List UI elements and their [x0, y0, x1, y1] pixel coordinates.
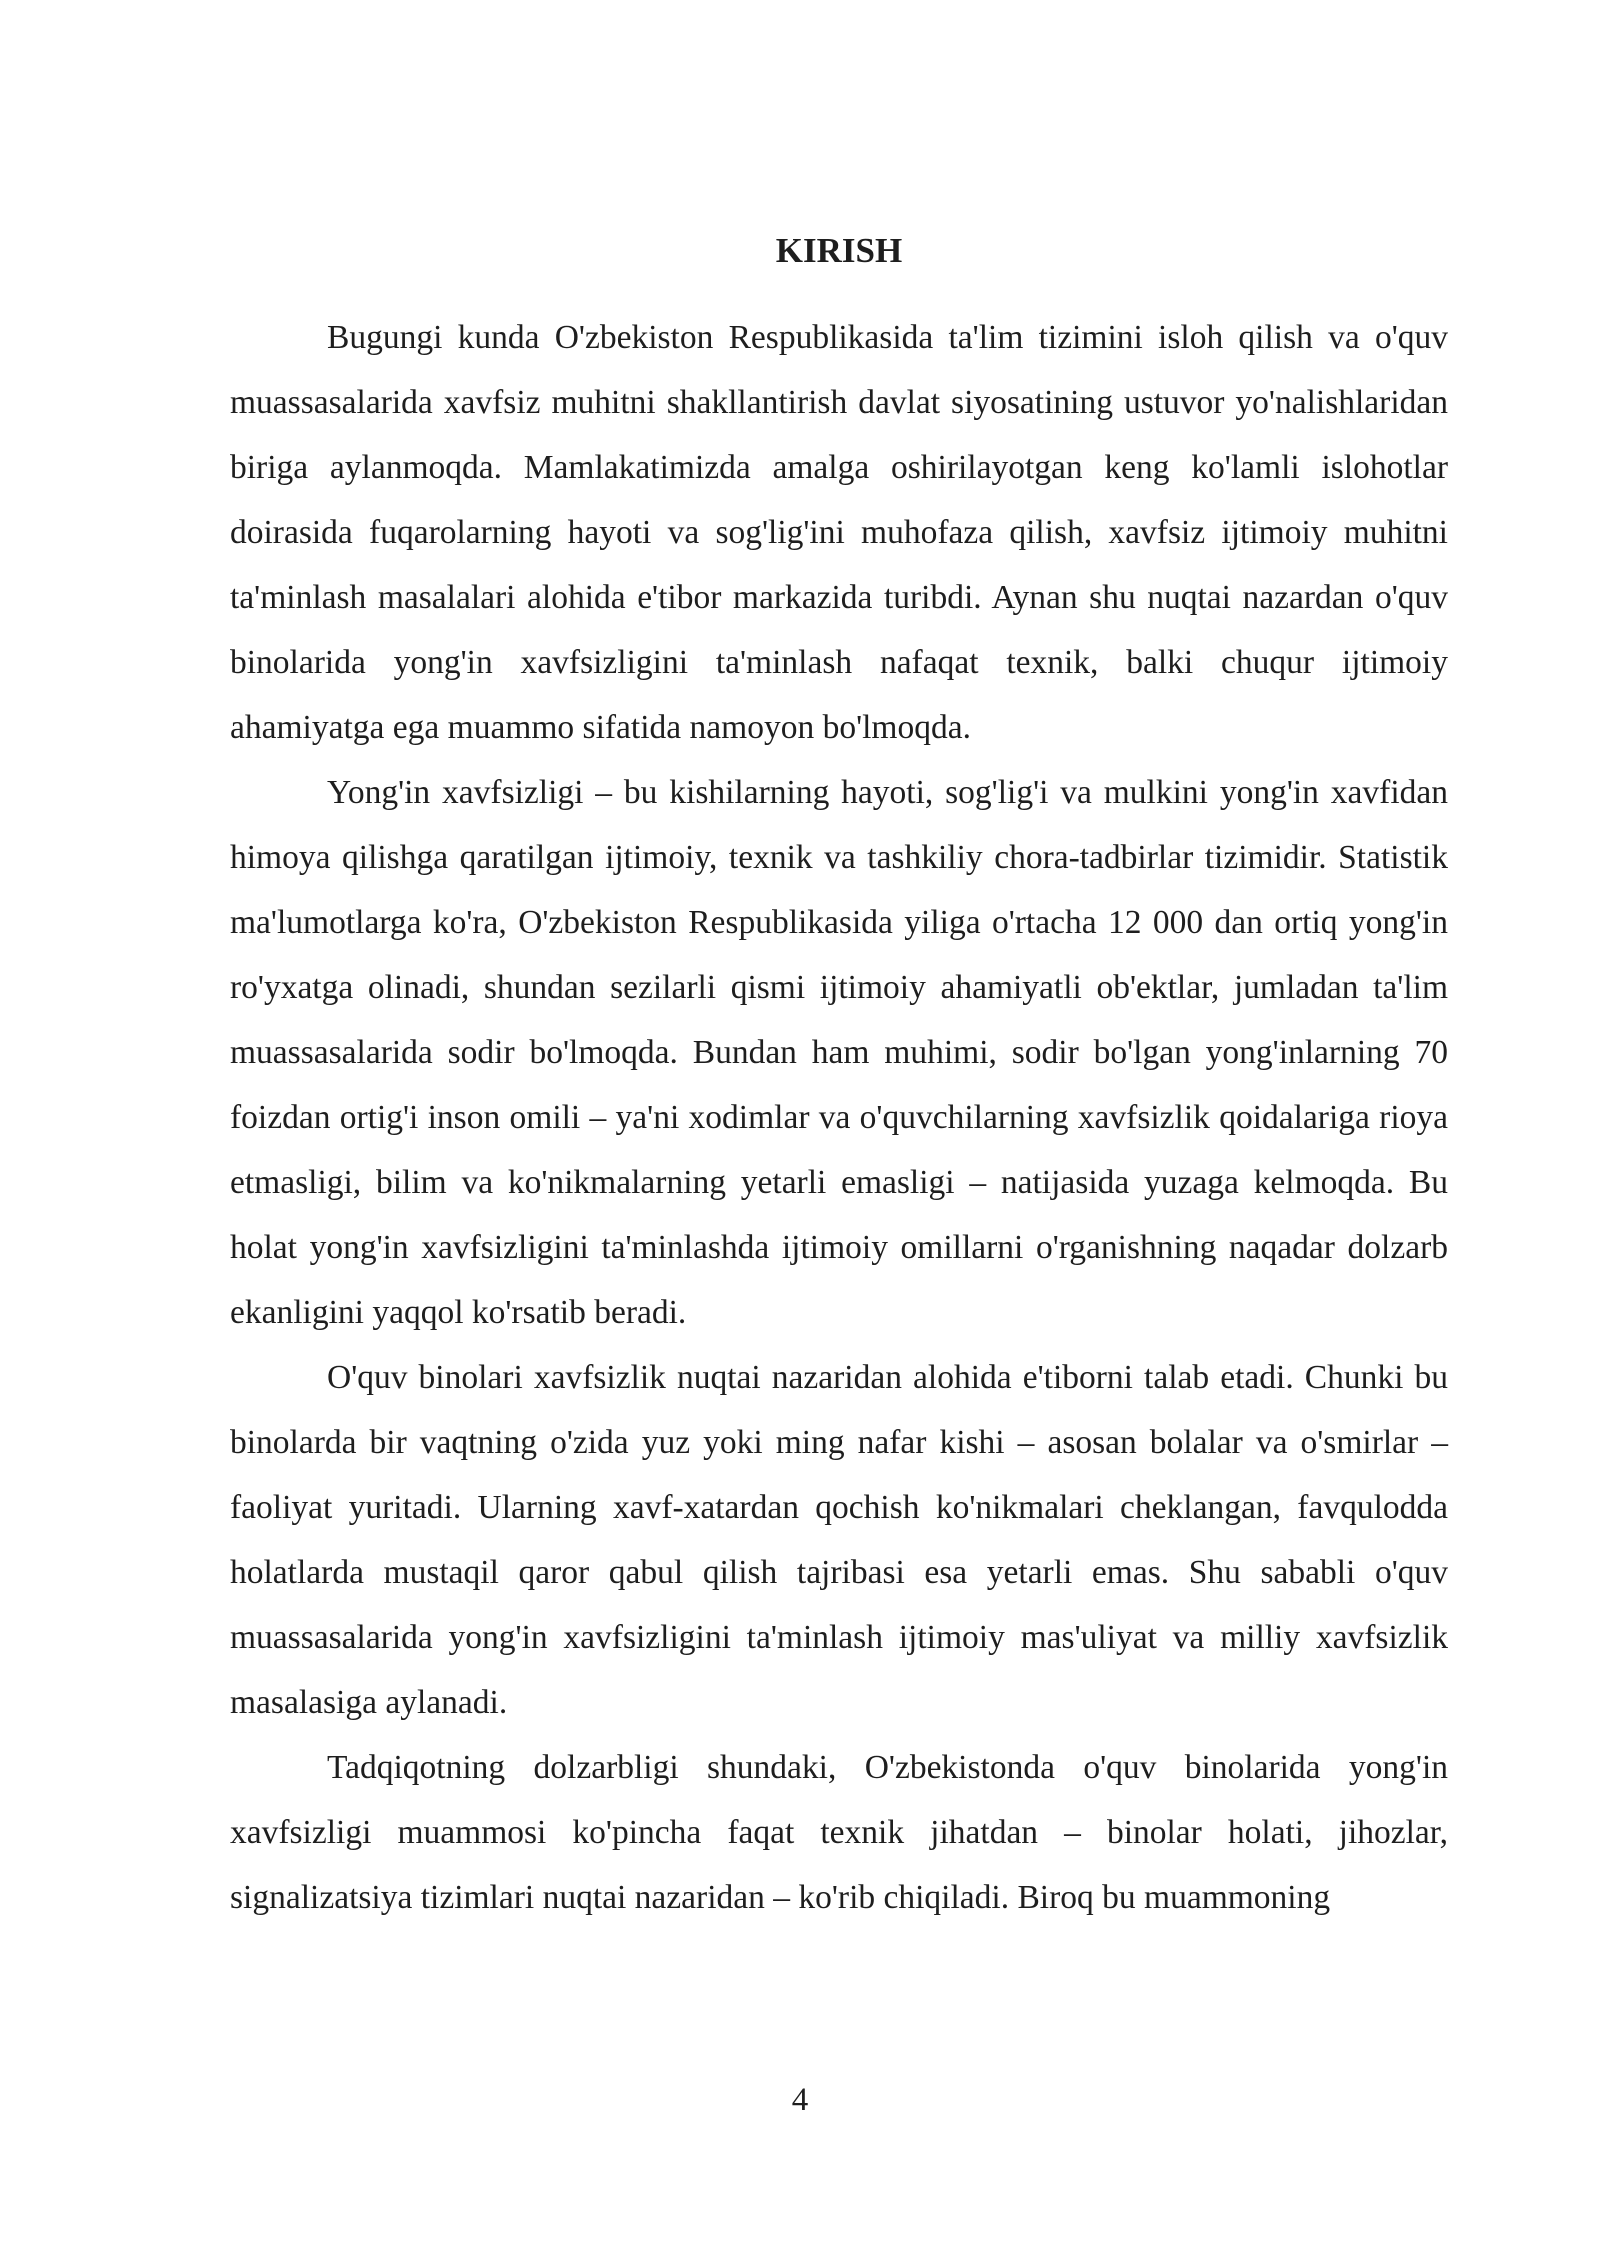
paragraph-2: Yong'in xavfsizligi – bu kishilarning hayoti, sog'lig'i va mulkini yong'in xavfidan himoya qilishga qaratilgan ijtimoiy, texnik va tashkiliy chora-tadbirlar tizimidir. Statistik ma'lumotlarga ko'ra, O'zbekiston Respublikasida yiliga o'rtacha 12 000 dan ortiq yong'in ro'yxatga olinadi, shundan sezilarli qismi ijtimoiy ahamiyatli ob'ektlar, jumladan ta'lim muassasalarida sodir bo'lmoqda. Bundan ham muhimi, sodir bo'lgan yong'inlarning 70 foizdan ortig'i inson omili – ya'ni xodimlar va o'quvchilarning xavfsizlik qoidalariga rioya etmasligi, bilim va ko'nikmalarning yetarli emasligi – natijasida yuzaga kelmoqda. Bu holat yong'in xavfsizligini ta'minlashda ijtimoiy omillarni o'rganishning naqadar dolzarb ekanligini yaqqol ko'rsatib beradi.	[230, 774, 1448, 1331]
page-content	[230, 225, 1448, 1930]
paragraph-1: Bugungi kunda O'zbekiston Respublikasida ta'lim tizimini isloh qilish va o'quv muassasalarida xavfsiz muhitni shakllantirish davlat siyosatining ustuvor yo'nalishlaridan biriga aylanmoqda. Mamlakatimizda amalga oshirilayotgan keng ko'lamli islohotlar doirasida fuqarolarning hayoti va sog'lig'ini muhofaza qilish, xavfsiz ijtimoiy muhitni ta'minlash masalalari alohida e'tibor markazida turibdi. Aynan shu nuqtai nazardan o'quv binolarida yong'in xavfsizligini ta'minlash nafaqat texnik, balki chuqur ijtimoiy ahamiyatga ega muammo sifatida namoyon bo'lmoqda.	[230, 319, 1448, 746]
paragraph-3: O'quv binolari xavfsizlik nuqtai nazaridan alohida e'tiborni talab etadi. Chunki bu binolarda bir vaqtning o'zida yuz yoki ming nafar kishi – asosan bolalar va o'smirlar – faoliyat yuritadi. Ularning xavf-xatardan qochish ko'nikmalari cheklangan, favqulodda holatlarda mustaqil qaror qabul qilish tajribasi esa yetarli emas. Shu sababli o'quv muassasalarida yong'in xavfsizligini ta'minlash ijtimoiy mas'uliyat va milliy xavfsizlik masalasiga aylanadi.	[230, 1359, 1448, 1721]
section-title: KIRISH	[775, 231, 903, 270]
paragraph-4: Tadqiqotning dolzarbligi shundaki, O'zbekistonda o'quv binolarida yong'in xavfsizligi muammosi ko'pincha faqat texnik jihatdan – binolar holati, jihozlar, signalizatsiya tizimlari nuqtai nazaridan – ko'rib chiqiladi. Biroq bu muammoning	[230, 1749, 1448, 1916]
page-number: 4	[791, 2082, 809, 2118]
